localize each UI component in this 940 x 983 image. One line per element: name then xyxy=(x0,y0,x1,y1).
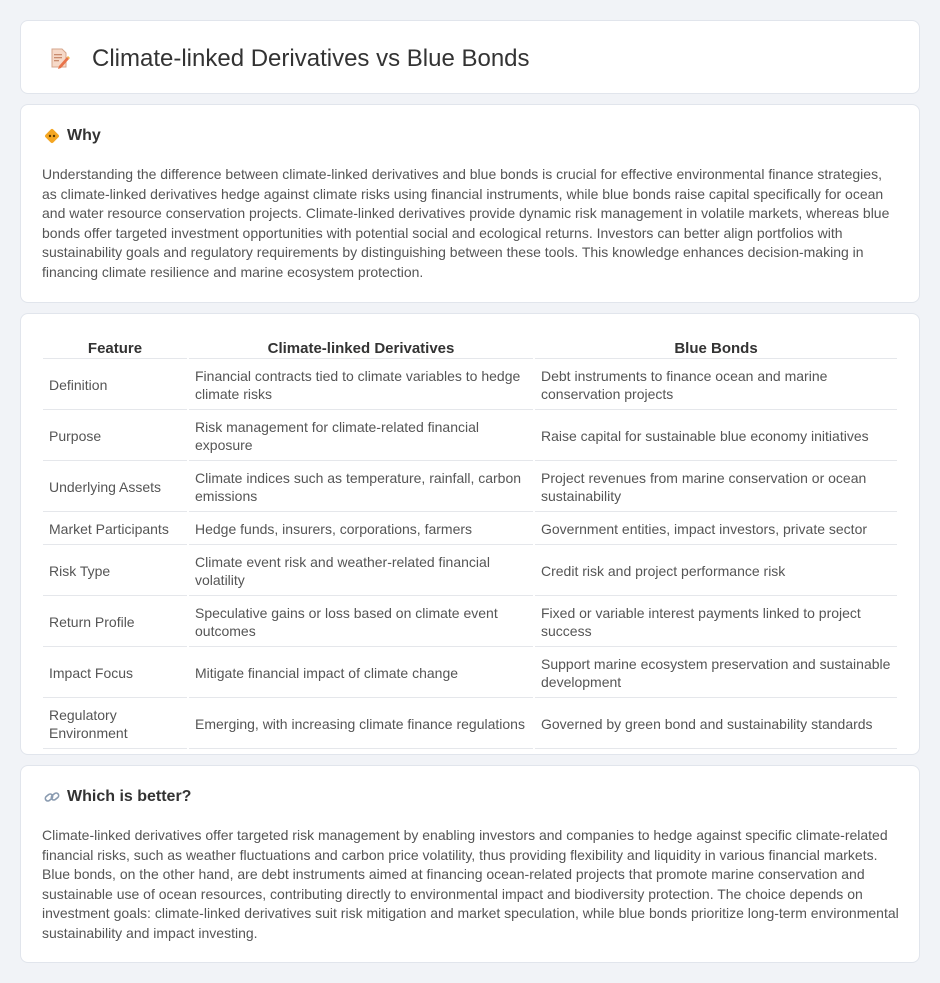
row-feature: Regulatory Environment xyxy=(43,700,187,749)
link-icon xyxy=(43,788,61,806)
comparison-section xyxy=(20,313,920,755)
row-derivatives: Hedge funds, insurers, corporations, farmers xyxy=(189,514,533,545)
better-heading xyxy=(43,788,191,806)
row-derivatives: Climate event risk and weather-related financial volatility xyxy=(189,547,533,596)
row-blue-bonds: Project revenues from marine conservation or ocean sustainability xyxy=(535,463,897,512)
header-card xyxy=(20,20,920,94)
row-feature: Impact Focus xyxy=(43,649,187,698)
table-row xyxy=(43,649,897,698)
row-blue-bonds: Debt instruments to finance ocean and marine conservation projects xyxy=(535,361,897,410)
table-header-row xyxy=(43,336,897,359)
row-derivatives: Emerging, with increasing climate finance regulations xyxy=(189,700,533,749)
table-row xyxy=(43,514,897,545)
better-heading-label: Which is better? xyxy=(67,788,192,805)
which-is-better-section xyxy=(20,765,920,963)
row-blue-bonds: Raise capital for sustainable blue economy initiatives xyxy=(535,412,897,461)
header-feature: Feature xyxy=(43,336,187,359)
table-row xyxy=(43,412,897,461)
row-feature: Purpose xyxy=(43,412,187,461)
why-section xyxy=(20,104,920,303)
row-blue-bonds: Credit risk and project performance risk xyxy=(535,547,897,596)
row-blue-bonds: Fixed or variable interest payments linked to project success xyxy=(535,598,897,647)
row-blue-bonds: Support marine ecosystem preservation and sustainable development xyxy=(535,649,897,698)
row-feature: Return Profile xyxy=(43,598,187,647)
why-heading xyxy=(43,127,101,145)
row-feature: Risk Type xyxy=(43,547,187,596)
table-row xyxy=(43,598,897,647)
table-row xyxy=(43,700,897,749)
row-blue-bonds: Governed by green bond and sustainability standards xyxy=(535,700,897,749)
row-feature: Underlying Assets xyxy=(43,463,187,512)
why-heading-label: Why xyxy=(67,127,101,144)
row-feature: Market Participants xyxy=(43,514,187,545)
page-title: Climate-linked Derivatives vs Blue Bonds xyxy=(92,45,530,72)
better-text: Climate-linked derivatives offer targeted risk management by enabling investors and companies to hedge against specific climate-related financial risks, such as weather fluctuations and carbon price volatility, thus providing flexibility and liquidity in various financial markets. Blue bonds, on the other hand, are debt instruments aimed at financing ocean-related projects that promote marine conservation and sustainable use of ocean resources, contributing directly to environmental impact and biodiversity protection. The choice depends on investment goals: climate-linked derivatives suit risk mitigation and market speculation, while blue bonds prioritize long-term environmental sustainability and impact investing. xyxy=(42,827,899,941)
header-climate-linked-derivatives: Climate-linked Derivatives xyxy=(189,336,533,359)
row-derivatives: Climate indices such as temperature, rainfall, carbon emissions xyxy=(189,463,533,512)
header-blue-bonds: Blue Bonds xyxy=(535,336,897,359)
table-row xyxy=(43,361,897,410)
diamond-warning-icon xyxy=(43,127,61,145)
table-row xyxy=(43,463,897,512)
row-blue-bonds: Government entities, impact investors, private sector xyxy=(535,514,897,545)
row-derivatives: Mitigate financial impact of climate change xyxy=(189,649,533,698)
table-row xyxy=(43,547,897,596)
comparison-table xyxy=(41,334,899,751)
why-text: Understanding the difference between climate-linked derivatives and blue bonds is crucial for effective environmental finance strategies, as climate-linked derivatives hedge against climate risks using financial instruments, while blue bonds raise capital specifically for ocean and water resource conservation projects. Climate-linked derivatives provide dynamic risk management in volatile markets, whereas blue bonds offer targeted investment opportunities with potential social and ecological returns. Investors can better align portfolios with sustainability goals and regulatory requirements by distinguishing between these tools. This knowledge enhances decision-making in financing climate resilience and marine ecosystem protection. xyxy=(42,166,890,280)
row-feature: Definition xyxy=(43,361,187,410)
row-derivatives: Financial contracts tied to climate variables to hedge climate risks xyxy=(189,361,533,410)
row-derivatives: Speculative gains or loss based on climate event outcomes xyxy=(189,598,533,647)
document-pen-icon xyxy=(48,47,70,69)
row-derivatives: Risk management for climate-related financial exposure xyxy=(189,412,533,461)
